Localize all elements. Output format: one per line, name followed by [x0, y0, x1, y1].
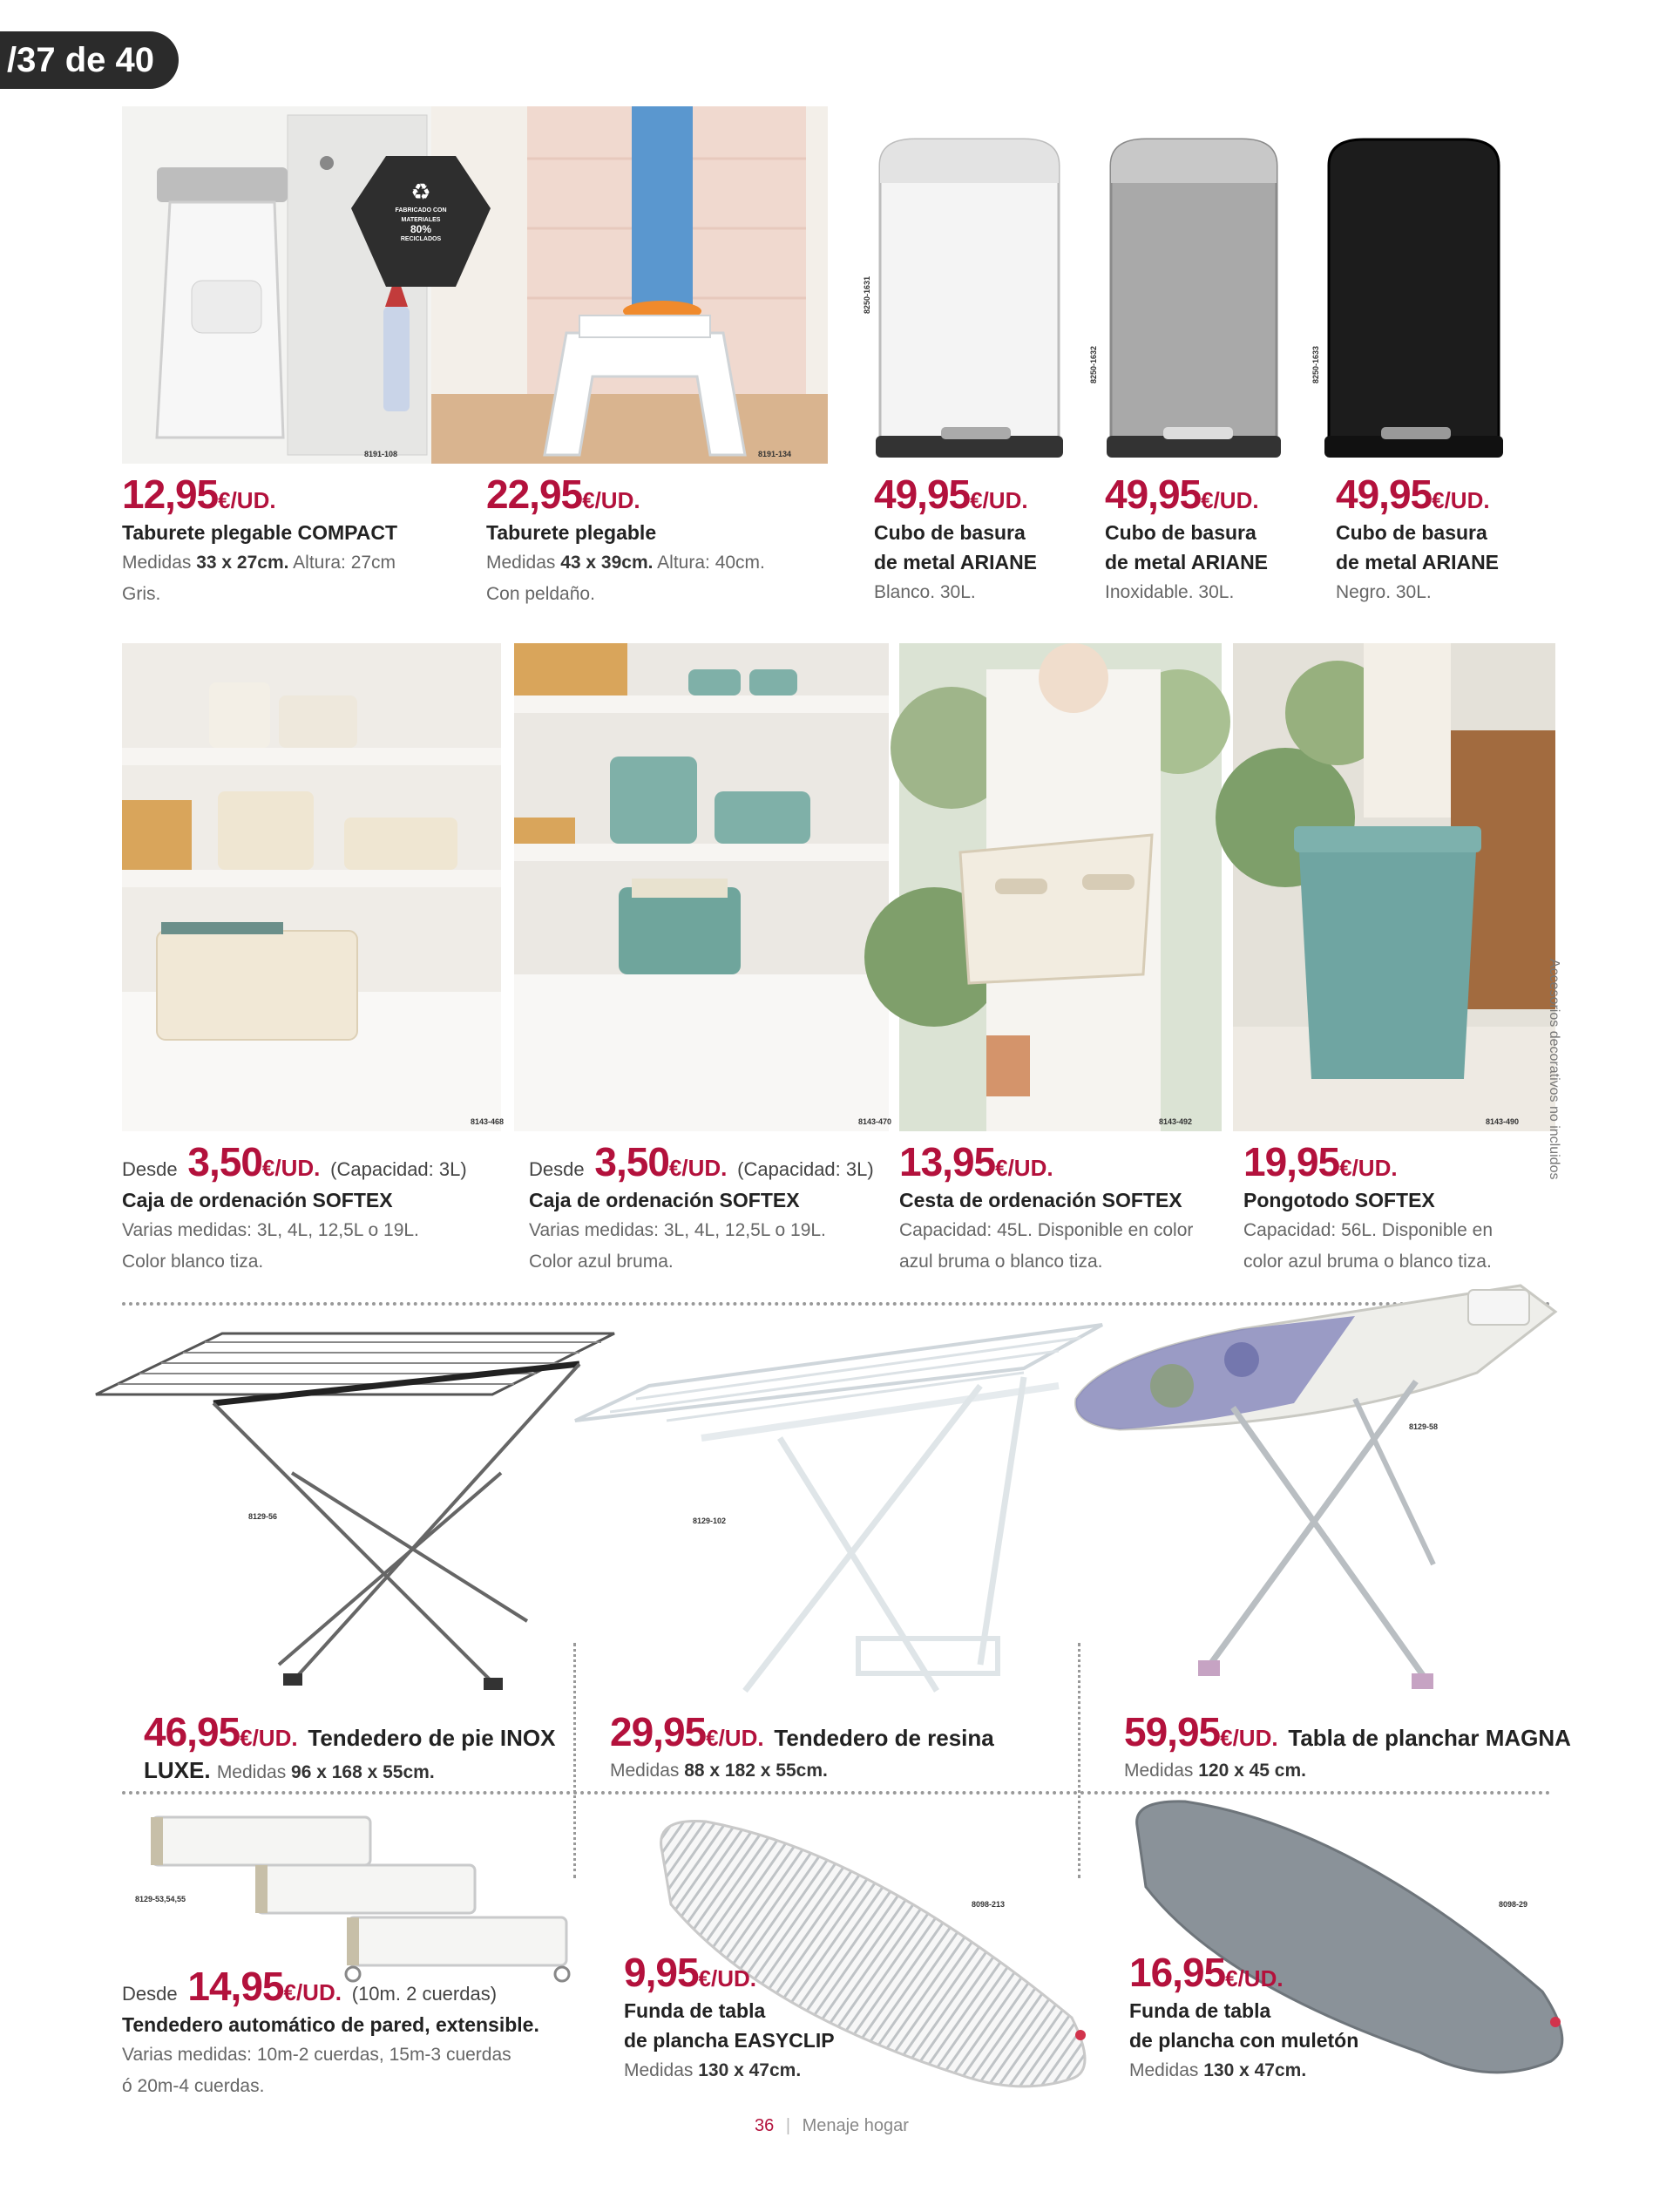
product-ref: 8129-102 [693, 1517, 727, 1525]
product-info-compact-stool: 12,95€/UD. Taburete plegable COMPACT Medidas 33 x 27cm. Altura: 27cm Gris. [122, 472, 398, 604]
product-ref: 8143-470 [858, 1117, 892, 1126]
product-image-softex-hamper [1233, 643, 1555, 1131]
product-info-drying-rack-resin: 29,95€/UD. Tendedero de resina Medidas 88 x 182 x 55cm. [610, 1709, 994, 1781]
product-ref: 8191-134 [758, 450, 792, 458]
product-image-bin-black [1316, 131, 1512, 466]
product-image-softex-basket [899, 643, 1222, 1131]
product-image-softex-box-white [122, 643, 501, 1131]
product-ref: 8250-1633 [1311, 345, 1320, 383]
product-image-bin-steel [1098, 131, 1290, 466]
page-number: 36 [755, 2116, 775, 2135]
product-image-wall-clothesline [144, 1813, 579, 1987]
product-ref: 8250-1632 [1089, 345, 1098, 383]
product-image-ironing-board-magna [1067, 1277, 1564, 1713]
product-image-softex-box-blue [514, 643, 892, 1131]
section-name: Menaje hogar [802, 2116, 909, 2135]
product-ref: 8098-213 [972, 1900, 1006, 1909]
product-info-ironing-board-magna: 59,95€/UD. Tabla de planchar MAGNA Medidas 120 x 45 cm. [1124, 1709, 1571, 1781]
product-ref: 8098-29 [1499, 1900, 1528, 1909]
product-info-bin-steel: 49,95€/UD. Cubo de basura de metal ARIANE Inoxidable. 30L. [1105, 472, 1269, 602]
product-info-softex-box-blue: Desde 3,50€/UD. (Capacidad: 3L) Caja de ordenación SOFTEX Varias medidas: 3L, 4L, 12,5L o 19L. Color azul bruma. [529, 1139, 874, 1272]
product-info-wall-clothesline: Desde 14,95€/UD. (10m. 2 cuerdas) Tendedero automático de pared, extensible. Varias medidas: 10m-2 cuerdas, 15m-3 cuerdas ó 20m-4 cuerdas. [122, 1964, 539, 2096]
product-ref: 8129-53,54,55 [135, 1895, 186, 1903]
recycle-icon: ♻ [410, 180, 431, 206]
product-info-easyclip-cover: 9,95€/UD. Funda de tabla de plancha EASYCLIP Medidas 130 x 47cm. [624, 1950, 835, 2080]
product-ref: 8191-108 [364, 450, 398, 458]
product-info-folding-stool: 22,95€/UD. Taburete plegable Medidas 43 x 39cm. Altura: 40cm. Con peldaño. [486, 472, 765, 604]
product-info-bin-black: 49,95€/UD. Cubo de basura de metal ARIANE Negro. 30L. [1336, 472, 1500, 602]
product-image-drying-rack-inox [91, 1281, 649, 1708]
page-counter: /37 de 40 [0, 31, 179, 89]
product-ref: 8129-56 [248, 1512, 278, 1521]
product-ref: 8143-492 [1159, 1117, 1193, 1126]
product-ref: 8129-58 [1409, 1422, 1439, 1431]
product-ref: 8143-490 [1486, 1117, 1520, 1126]
product-image-bin-white [863, 131, 1076, 466]
page-footer: 36 | Menaje hogar [755, 2116, 909, 2135]
decorative-accessories-note: Accesorios decorativos no incluidos [1547, 959, 1561, 1180]
product-ref: 8143-468 [471, 1117, 505, 1126]
recycled-materials-badge: ♻ FABRICADO CON MATERIALES 80% RECICLADOS [351, 152, 491, 291]
product-image-drying-rack-resin [571, 1290, 1111, 1717]
product-info-drying-rack-inox: 46,95€/UD. Tendedero de pie INOX LUXE. Medidas 96 x 168 x 55cm. [144, 1709, 556, 1783]
product-info-softex-hamper: 19,95€/UD. Pongotodo SOFTEX Capacidad: 56L. Disponible en color azul bruma o blanco tiza. [1243, 1139, 1494, 1272]
product-info-muleton-cover: 16,95€/UD. Funda de tabla de plancha con muletón Medidas 130 x 47cm. [1129, 1950, 1359, 2080]
product-ref: 8250-1631 [863, 275, 871, 314]
product-info-bin-white: 49,95€/UD. Cubo de basura de metal ARIANE Blanco. 30L. [874, 472, 1038, 602]
product-image-folding-stool [395, 106, 828, 464]
product-info-softex-box-white: Desde 3,50€/UD. (Capacidad: 3L) Caja de ordenación SOFTEX Varias medidas: 3L, 4L, 12,5L o 19L. Color blanco tiza. [122, 1139, 467, 1272]
product-info-softex-basket: 13,95€/UD. Cesta de ordenación SOFTEX Capacidad: 45L. Disponible en color azul bruma o blanco tiza. [899, 1139, 1194, 1272]
